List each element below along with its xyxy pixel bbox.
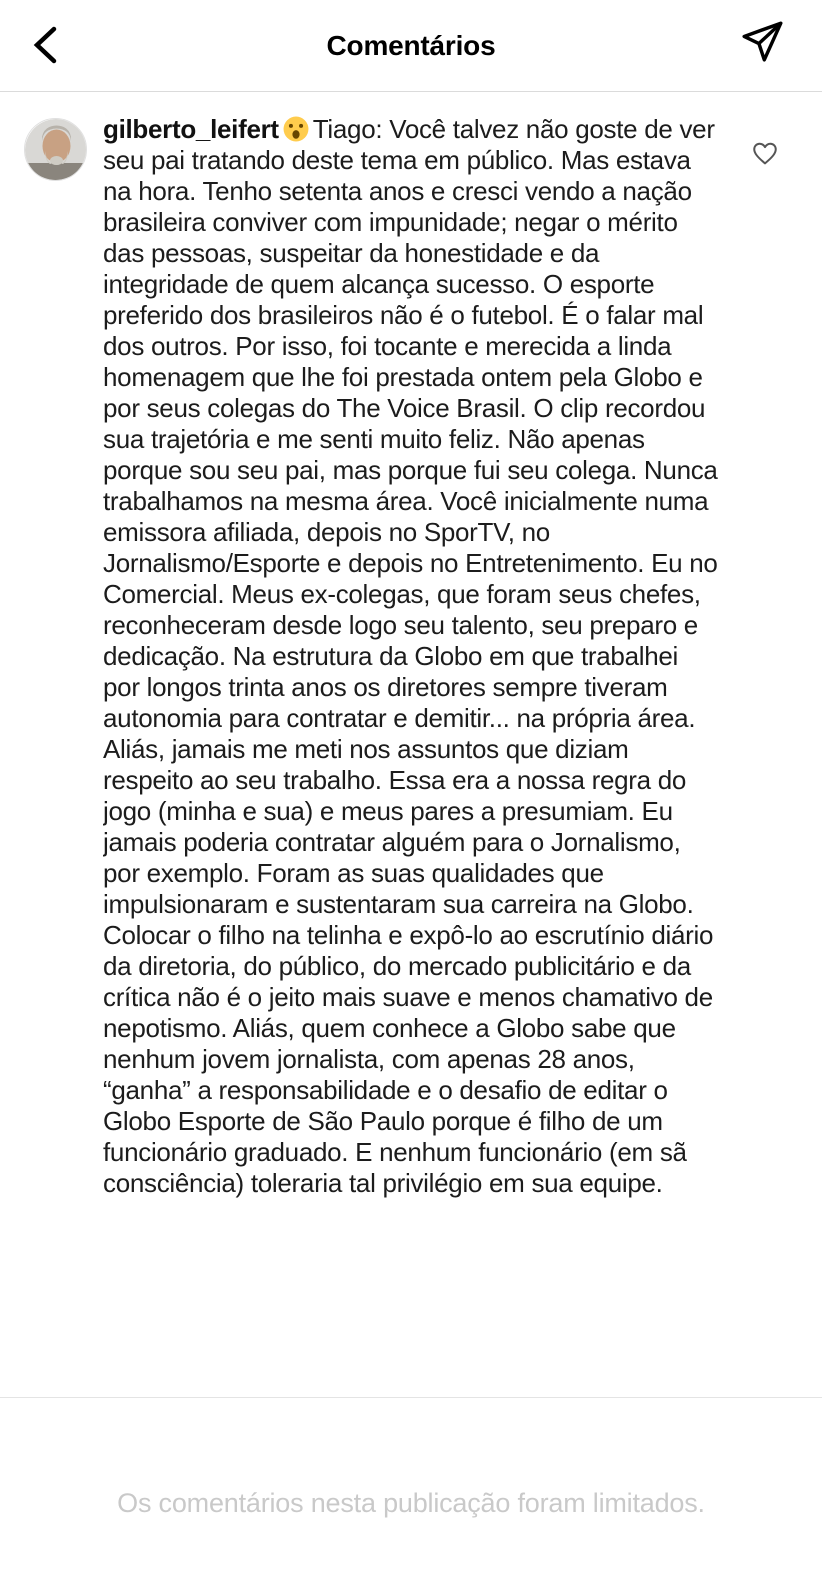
open-mouth-emoji <box>282 115 310 143</box>
profile-photo <box>25 119 86 181</box>
comments-list[interactable] <box>0 92 822 1398</box>
comments-limited-notice: Os comentários nesta publicação foram limitados. <box>117 1488 705 1518</box>
paper-plane-icon <box>737 19 787 65</box>
chevron-left-icon <box>26 22 66 66</box>
comment-text: Tiago: Você talvez não goste de ver seu pai tratando deste tema em público. Mas estava na hora. Tenho setenta anos e cresci vendo a nação brasileira conviver com impunidade; negar o mérito das pessoas, suspeitar da honestidade e da integridade de quem alcança sucesso. O esporte preferido dos brasileiros não é o futebol. É o falar mal dos outros. Por isso, foi tocante e merecida a linda homenagem que lhe foi prestada ontem pela Globo e por seus colegas do The Voice Brasil. O clip recordou sua trajetória e me senti muito feliz. Não apenas porque sou seu pai, mas porque fui seu colega. Nunca trabalhamos na mesma área. Você inicialmente numa emissora afiliada, depois no SporTV, no Jornalismo/Esporte e depois no Entretenimento. Eu no Comercial. Meus ex-colegas, que foram seus chefes, reconheceram desde logo seu talento, seu preparo e dedicação. Na estrutura da Globo em que trabalhei por longos trinta anos os diretores sempre tiveram autonomia para contratar e demitir... na própria área. Aliás, jamais me meti nos assuntos que diziam respeito ao seu trabalho. Essa era a nossa regra do jogo (minha e sua) e meus pares a presumiam. Eu jamais poderia contratar alguém para o Jornalismo, por exemplo. Foram as suas qualidades que impulsionaram e sustentaram sua carreira na Globo. Colocar o filho na telinha e expô-lo ao escrutínio diário da diretoria, do público, do mercado publicitário e da crítica não é o jeito mais suave e menos chamativo de nepotismo. Aliás, quem conhece a Globo sabe que nenhum jovem jornalista, com apenas 28 anos, “ganha” a responsabilidade e o desafio de editar o Globo Esporte de São Paulo porque é filho de um funcionário graduado. E nenhum funcionário <box>103 114 718 1167</box>
avatar[interactable] <box>24 118 87 181</box>
comment-username[interactable]: gilberto_leifert <box>103 114 279 144</box>
back-button[interactable] <box>18 16 74 72</box>
heart-icon <box>750 138 780 168</box>
share-button[interactable] <box>734 14 790 70</box>
comment-text-block <box>103 114 721 1397</box>
page-title: Comentários <box>326 29 496 61</box>
header-bar <box>0 0 822 92</box>
comment-text-clipped: (em sã consciência) toleraria tal privilégio em sua equipe. <box>103 1137 687 1198</box>
like-button[interactable] <box>748 136 782 170</box>
